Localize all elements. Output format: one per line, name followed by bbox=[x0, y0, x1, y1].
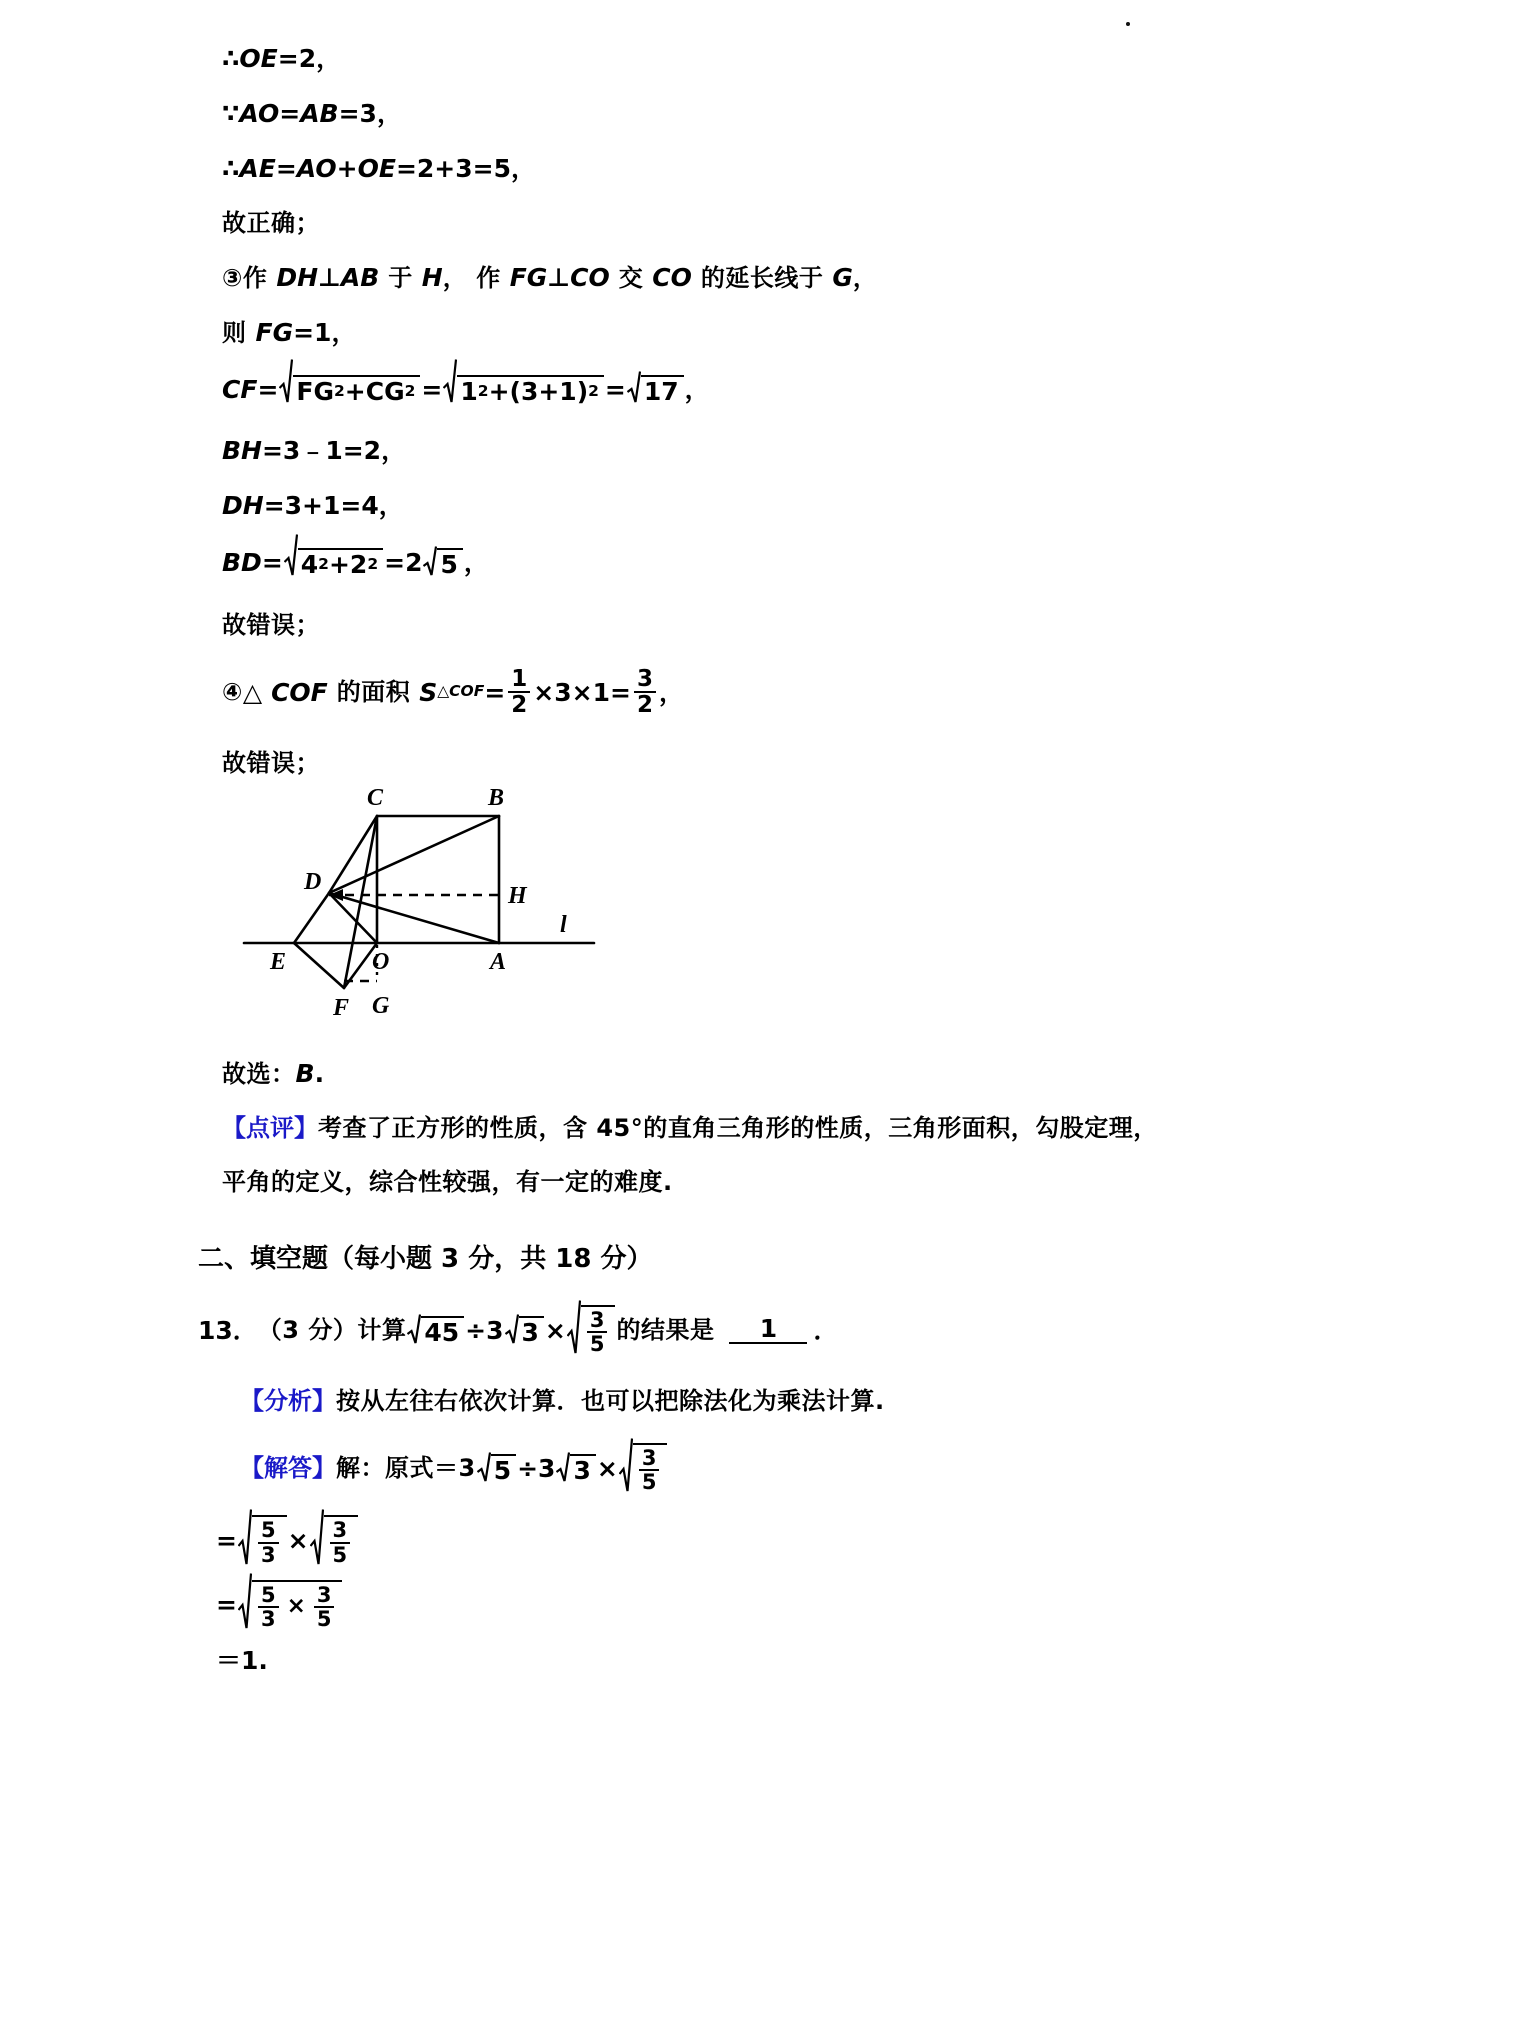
paren-group: (3+1) bbox=[509, 377, 589, 406]
radical-hook-icon bbox=[619, 1443, 633, 1493]
equals-sign: = bbox=[421, 375, 443, 404]
radical-three-fifths bbox=[310, 1515, 359, 1565]
exponent-2: 2 bbox=[404, 381, 416, 400]
question-points: （3 分） bbox=[257, 1316, 358, 1345]
exponent-2: 2 bbox=[477, 381, 489, 400]
radical-5 bbox=[477, 1454, 516, 1483]
base-1: 1 bbox=[460, 377, 478, 406]
radical-fg-cg bbox=[279, 375, 420, 404]
segment-cf: CF bbox=[222, 375, 258, 404]
solution-line-2 bbox=[216, 1515, 1302, 1565]
numerator: 5 bbox=[260, 1518, 276, 1543]
comment-tag: 【点评】 bbox=[222, 1114, 318, 1143]
comma: ， bbox=[684, 375, 710, 404]
radical-three-fifths bbox=[567, 1305, 616, 1355]
solution-line-3 bbox=[216, 1580, 1302, 1630]
segment-ab: AB bbox=[300, 99, 339, 128]
choice-prefix: 故选： bbox=[222, 1059, 296, 1088]
base-4: 4 bbox=[300, 550, 319, 579]
conclusion-wrong-1 bbox=[222, 613, 1302, 637]
oe-value: =2， bbox=[277, 44, 342, 73]
segment-ae: AE bbox=[239, 154, 276, 183]
fg-value: =1， bbox=[293, 318, 357, 347]
radical-hook-icon bbox=[423, 548, 437, 577]
radical-hook-icon bbox=[505, 1316, 519, 1345]
triangle-symbol: △ bbox=[242, 677, 263, 707]
area-subscript: △COF bbox=[437, 682, 485, 701]
label-O: O bbox=[372, 949, 390, 976]
formula-area-cof bbox=[222, 667, 1302, 717]
numerator: 5 bbox=[260, 1582, 276, 1607]
label-E: E bbox=[270, 949, 287, 976]
segment-dh: DH bbox=[222, 491, 264, 520]
segment-oe: OE bbox=[239, 44, 278, 73]
radical-bd bbox=[284, 548, 383, 577]
formula-bd bbox=[222, 548, 1302, 577]
radicand-3: 3 bbox=[570, 1454, 595, 1483]
segment-ao: AO bbox=[296, 154, 337, 183]
denominator: 5 bbox=[639, 1469, 660, 1493]
denominator: 5 bbox=[330, 1542, 351, 1566]
plus-sign: + bbox=[488, 377, 510, 406]
at-word: 于 bbox=[388, 263, 413, 292]
fraction-three-fifths bbox=[587, 1309, 608, 1355]
area-multipliers: ×3×1= bbox=[533, 677, 631, 707]
times-sign: × bbox=[596, 1453, 618, 1483]
times-sign: × bbox=[287, 1526, 309, 1556]
exponent-2: 2 bbox=[334, 381, 345, 400]
numerator: 3 bbox=[641, 1446, 657, 1471]
construct-verb: 作 bbox=[242, 263, 268, 292]
numerator: 3 bbox=[316, 1582, 332, 1607]
choice-answer: B bbox=[295, 1059, 315, 1089]
plus-sign: + bbox=[328, 550, 350, 579]
radicand-5: 5 bbox=[491, 1454, 516, 1483]
radical-numeric bbox=[443, 375, 604, 404]
fraction-one-half bbox=[508, 667, 530, 717]
ae-value: =2+3=5， bbox=[395, 154, 536, 183]
divide-by-3: ÷3 bbox=[517, 1453, 556, 1483]
radicand-fg-cg bbox=[293, 375, 420, 404]
equals-sign: = bbox=[261, 548, 283, 577]
radicand-3: 3 bbox=[519, 1316, 544, 1345]
segment-fg: FG bbox=[296, 377, 334, 406]
step-number-4: ④ bbox=[222, 678, 243, 707]
area-symbol-s: S bbox=[419, 677, 438, 707]
numerator: 3 bbox=[332, 1518, 348, 1543]
radical-product bbox=[238, 1580, 343, 1630]
radicand-five-thirds bbox=[252, 1515, 287, 1565]
radical-five-thirds bbox=[238, 1515, 287, 1565]
fraction-three-fifths bbox=[314, 1584, 335, 1630]
segment-cg: CG bbox=[365, 377, 405, 406]
base-2: 2 bbox=[349, 550, 368, 579]
plus-sign: + bbox=[336, 154, 358, 183]
segment-ao: AO bbox=[239, 99, 280, 128]
exponent-2: 2 bbox=[588, 381, 599, 400]
construct-verb-2: 作 bbox=[476, 263, 501, 292]
segment-oe: OE bbox=[357, 154, 396, 183]
geometry-figure-svg bbox=[222, 785, 1302, 1035]
comment-text-2: 平角的定义，综合性较强，有一定的难度. bbox=[222, 1168, 673, 1197]
conclusion-text: 故正确； bbox=[222, 209, 320, 237]
question-verb: 计算 bbox=[357, 1316, 407, 1345]
final-result: ＝1. bbox=[216, 1645, 268, 1675]
comment-text-1: 考查了正方形的性质，含 45°的直角三角形的性质，三角形面积，勾股定理， bbox=[318, 1114, 1158, 1143]
conclusion-text: 故错误； bbox=[222, 611, 320, 639]
radical-5 bbox=[423, 548, 462, 577]
denominator: 2 bbox=[508, 691, 530, 717]
proof-line-ae bbox=[222, 156, 1302, 181]
segment-bd: BD bbox=[222, 548, 262, 577]
extension-text: 的延长线于 bbox=[700, 263, 824, 292]
label-B: B bbox=[488, 785, 505, 812]
analysis-line bbox=[240, 1387, 1302, 1416]
question-period: ． bbox=[813, 1315, 839, 1345]
formula-bh bbox=[222, 438, 1302, 463]
segment-ef bbox=[294, 943, 344, 988]
line-co: CO bbox=[652, 263, 692, 292]
radical-hook-icon bbox=[477, 1454, 491, 1483]
radical-hook-icon bbox=[407, 1316, 421, 1345]
numerator: 1 bbox=[511, 666, 528, 692]
analysis-text: 按从左往右依次计算．也可以把除法化为乘法计算. bbox=[336, 1387, 885, 1416]
choice-period: . bbox=[314, 1059, 325, 1089]
proof-line-ao-ab bbox=[222, 101, 1302, 126]
comma: ， bbox=[463, 548, 489, 577]
solution-tag: 【解答】 bbox=[240, 1454, 336, 1483]
fraction-three-halves bbox=[634, 667, 656, 717]
fraction-three-fifths bbox=[330, 1519, 351, 1565]
radicand-product bbox=[252, 1580, 343, 1630]
label-l: l bbox=[560, 912, 567, 939]
radical-hook-icon bbox=[238, 1515, 252, 1565]
step-number-3: ③ bbox=[222, 263, 243, 292]
comma-1: ， bbox=[442, 263, 468, 292]
question-number: 13． bbox=[198, 1315, 258, 1345]
plus-sign: + bbox=[344, 377, 366, 406]
therefore-symbol: ∴ bbox=[222, 154, 240, 183]
radical-17 bbox=[627, 375, 684, 404]
radical-3 bbox=[556, 1454, 595, 1483]
comma-2: ， bbox=[852, 263, 878, 292]
triangle-cof: COF bbox=[271, 677, 328, 707]
equals-sign: = bbox=[604, 375, 626, 404]
solution-line-1 bbox=[240, 1443, 1302, 1493]
label-D: D bbox=[304, 869, 322, 896]
radical-hook-icon bbox=[279, 375, 293, 404]
times-sign: × bbox=[544, 1315, 566, 1345]
section-heading-fill-in-blank: 二、填空题（每小题 3 分，共 18 分） bbox=[198, 1244, 653, 1275]
area-word: 的面积 bbox=[336, 678, 411, 707]
solution-lead: 解：原式＝3 bbox=[336, 1454, 476, 1483]
dh-value: =3+1=4， bbox=[263, 491, 404, 520]
label-G: G bbox=[372, 993, 390, 1020]
radicand-three-fifths bbox=[324, 1515, 359, 1565]
radicand-numeric bbox=[457, 375, 604, 404]
radical-hook-icon bbox=[443, 375, 457, 404]
because-symbol: ∵ bbox=[222, 99, 240, 128]
conclusion-text: 故错误； bbox=[222, 749, 320, 778]
denominator: 2 bbox=[634, 691, 656, 717]
then-word: 则 bbox=[222, 318, 247, 347]
comma: ， bbox=[658, 677, 684, 707]
perp-fg-co: FG⊥CO bbox=[509, 263, 610, 292]
intersect-word: 交 bbox=[618, 263, 644, 292]
exponent-2: 2 bbox=[318, 554, 329, 573]
segment-fg: FG bbox=[255, 318, 294, 347]
radical-3 bbox=[505, 1316, 544, 1345]
radical-hook-icon bbox=[556, 1454, 570, 1483]
label-A: A bbox=[490, 949, 507, 976]
equals-sign: = bbox=[275, 154, 297, 183]
radical-hook-icon bbox=[238, 1580, 252, 1630]
fraction-five-thirds bbox=[258, 1519, 279, 1565]
comment-line-2 bbox=[222, 1168, 1302, 1197]
radical-hook-icon bbox=[567, 1305, 581, 1355]
denominator: 5 bbox=[587, 1331, 608, 1355]
solution-final bbox=[216, 1645, 1302, 1675]
denominator: 3 bbox=[258, 1606, 279, 1630]
final-choice bbox=[222, 1059, 1302, 1089]
step-3-fg-value bbox=[222, 320, 1302, 345]
exponent-2: 2 bbox=[367, 554, 379, 573]
radicand-5: 5 bbox=[437, 548, 462, 577]
equals-sign: = bbox=[216, 1526, 237, 1556]
formula-dh bbox=[222, 493, 1302, 518]
point-g: G bbox=[832, 263, 853, 292]
numerator: 3 bbox=[589, 1308, 605, 1333]
radicand-bd bbox=[298, 548, 383, 577]
segment-bh: BH bbox=[222, 436, 262, 465]
bh-value: =3﹣1=2， bbox=[261, 436, 407, 465]
radicand-45: 45 bbox=[421, 1316, 464, 1345]
radical-hook-icon bbox=[310, 1515, 324, 1565]
radical-hook-icon bbox=[284, 548, 298, 577]
step-3-construction bbox=[222, 265, 1302, 290]
numerator: 3 bbox=[636, 666, 653, 692]
comment-line-1 bbox=[222, 1114, 1302, 1143]
denominator: 3 bbox=[258, 1542, 279, 1566]
divide-by-3: ÷3 bbox=[465, 1315, 504, 1345]
proof-line-oe bbox=[222, 46, 1302, 71]
equals-sign: = bbox=[279, 99, 301, 128]
formula-cf bbox=[222, 375, 1302, 404]
geometry-figure bbox=[222, 785, 1302, 1035]
question-tail-text: 的结果是 bbox=[616, 1316, 715, 1345]
times-sign: × bbox=[286, 1593, 306, 1620]
radicand-three-fifths bbox=[581, 1305, 616, 1355]
fraction-five-thirds bbox=[258, 1584, 279, 1630]
equals-sign: = bbox=[257, 375, 279, 404]
page-content bbox=[198, 44, 1302, 1703]
segment-de bbox=[294, 893, 329, 943]
question-13 bbox=[198, 1305, 1302, 1355]
conclusion-wrong-2 bbox=[222, 749, 1302, 778]
perp-dh-ab: DH⊥AB bbox=[276, 263, 380, 292]
equals-sign: = bbox=[484, 677, 506, 707]
radical-three-fifths bbox=[619, 1443, 668, 1493]
conclusion-correct-1 bbox=[222, 211, 1302, 235]
answer-blank-13[interactable]: 1 bbox=[729, 1316, 807, 1344]
radical-hook-icon bbox=[627, 375, 641, 404]
label-F: F bbox=[333, 995, 350, 1022]
radicand-17: 17 bbox=[641, 375, 684, 404]
label-C: C bbox=[367, 785, 384, 812]
equals-two: =2 bbox=[384, 548, 423, 577]
radical-45 bbox=[407, 1316, 464, 1345]
label-H: H bbox=[508, 883, 527, 910]
ao-ab-value: =3， bbox=[338, 99, 402, 128]
denominator: 5 bbox=[314, 1606, 335, 1630]
therefore-symbol: ∴ bbox=[222, 44, 240, 73]
fraction-three-fifths bbox=[639, 1447, 660, 1493]
analysis-tag: 【分析】 bbox=[240, 1387, 336, 1416]
radicand-three-fifths bbox=[633, 1443, 668, 1493]
point-h: H bbox=[421, 263, 443, 292]
equals-sign: = bbox=[216, 1590, 237, 1620]
page-corner-mark bbox=[1126, 22, 1130, 26]
